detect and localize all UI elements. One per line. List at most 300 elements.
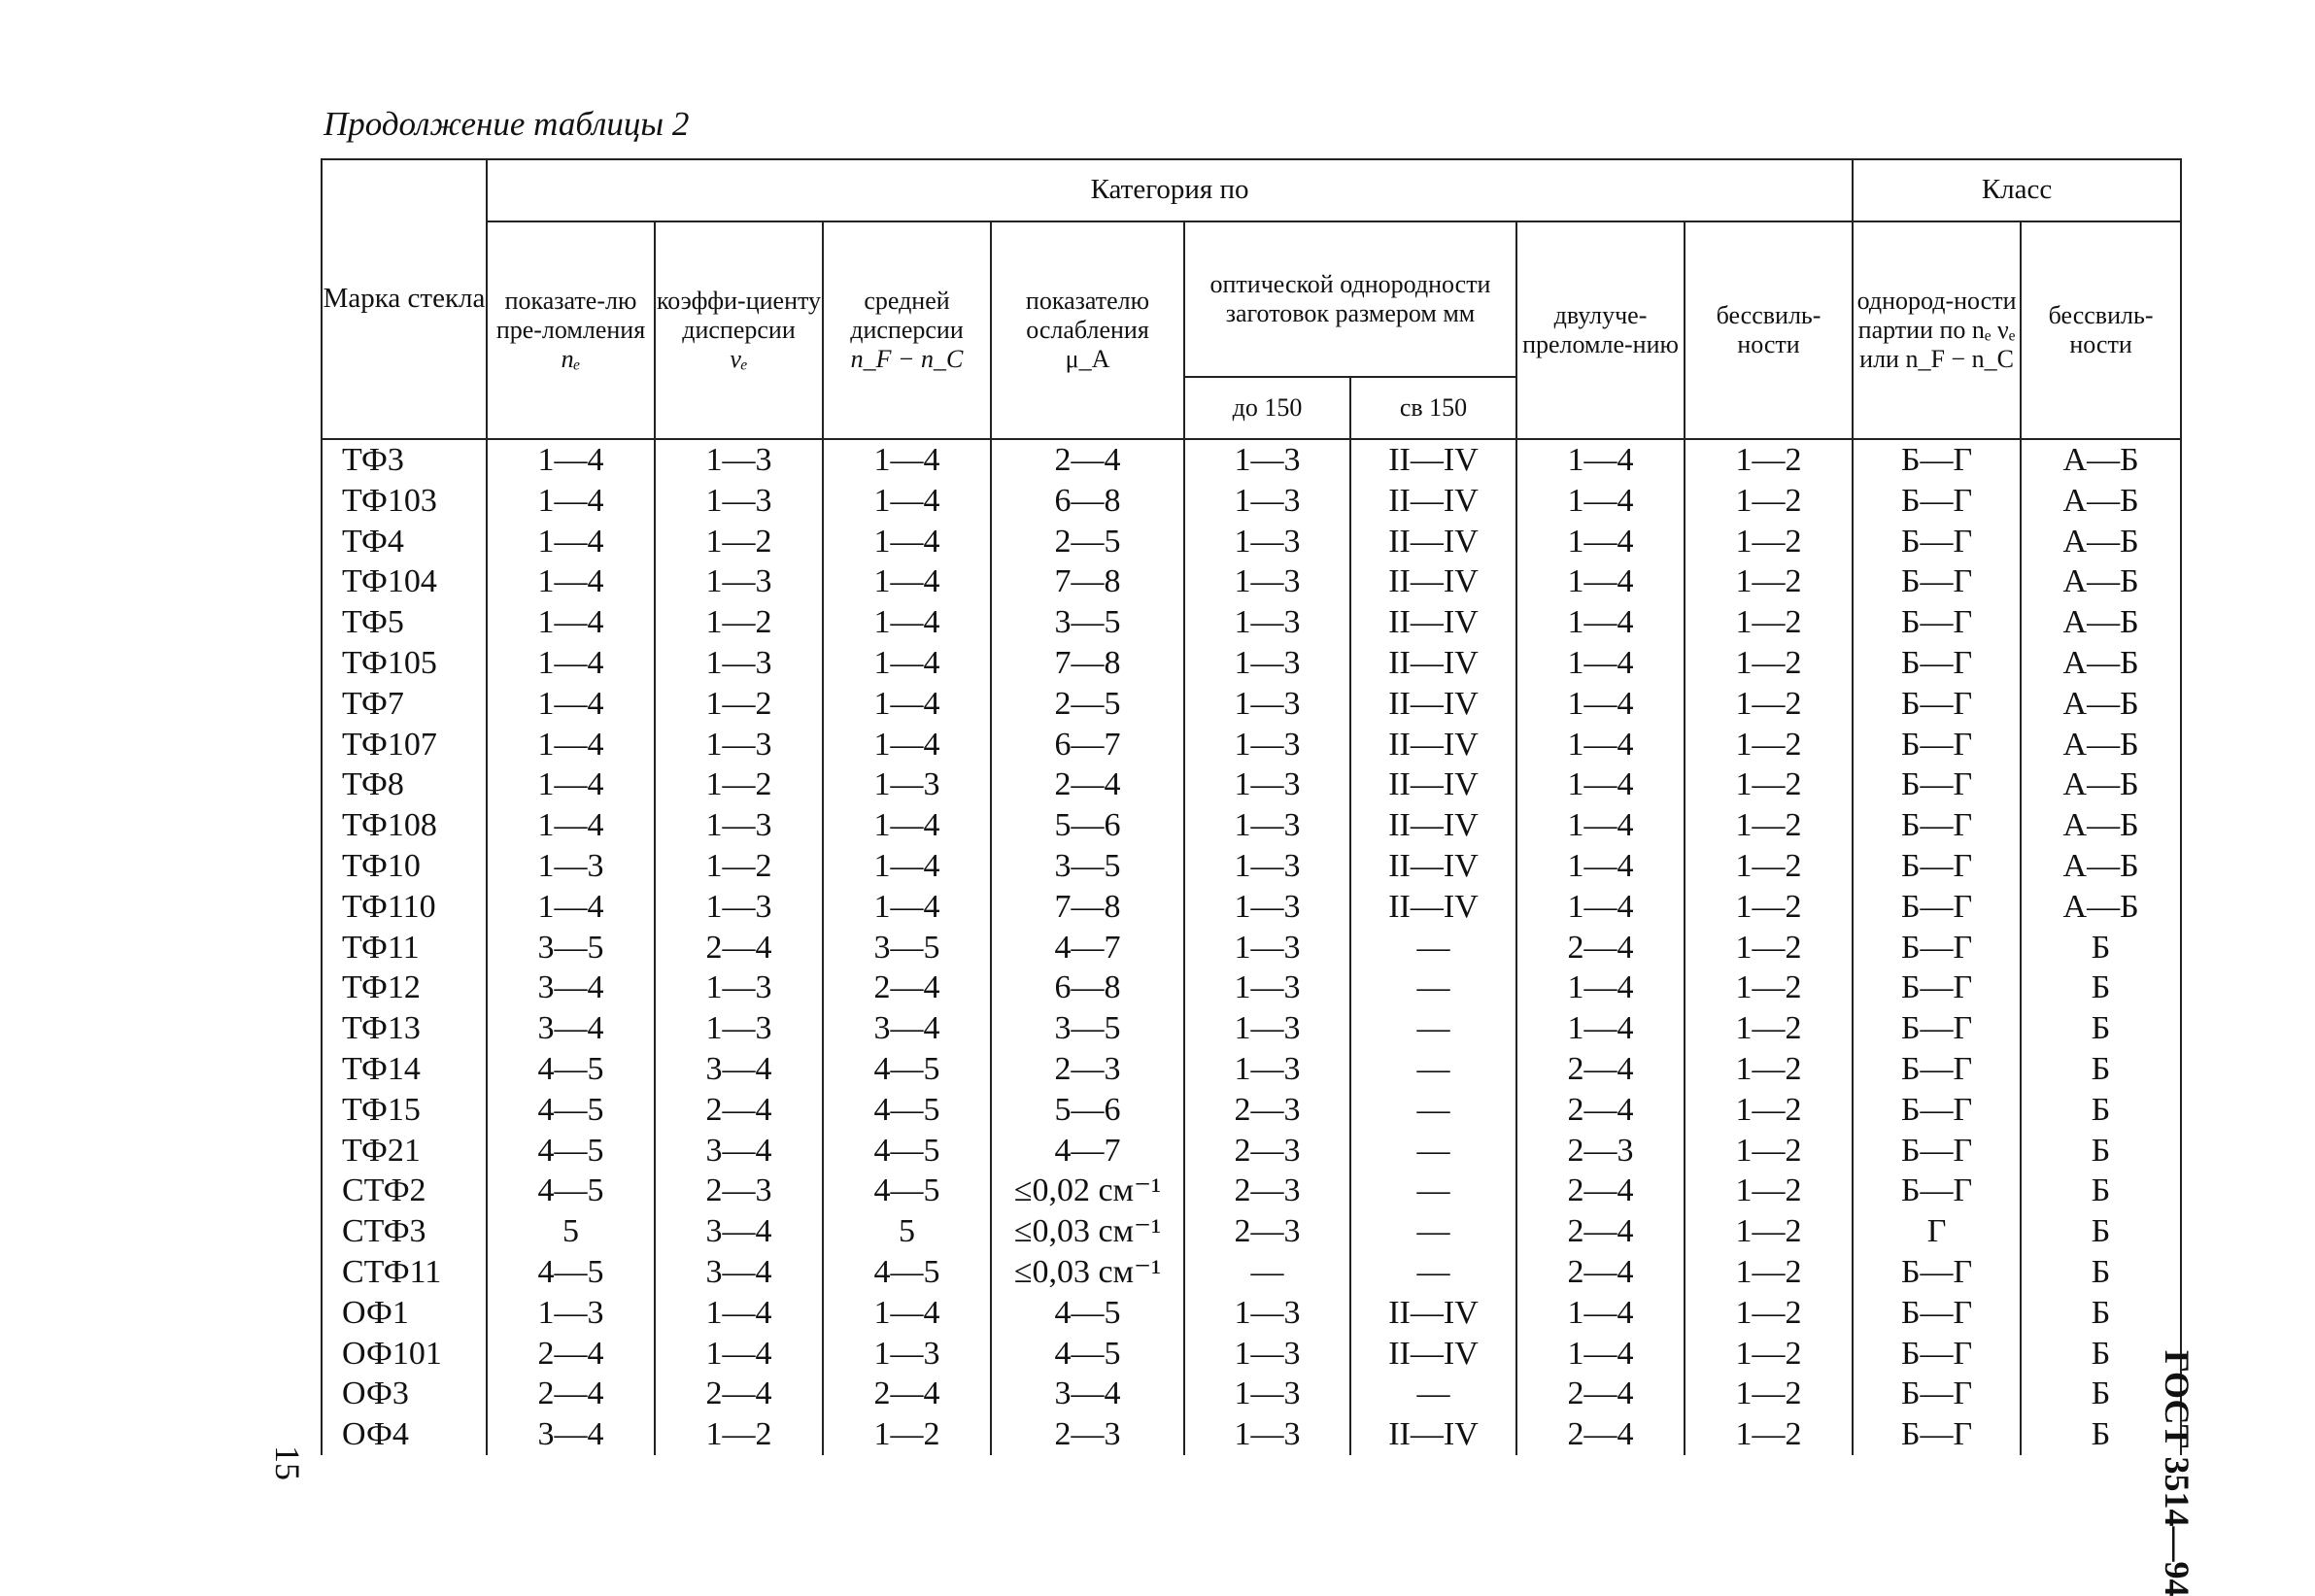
table-cell: Б—Г bbox=[1853, 684, 2021, 725]
table-cell: 5—6 bbox=[991, 1090, 1184, 1131]
table-cell: Б bbox=[2021, 1049, 2181, 1090]
table-cell: Б—Г bbox=[1853, 561, 2021, 602]
glass-brand-cell: ТФ7 bbox=[322, 684, 487, 725]
table-cell: 3—4 bbox=[991, 1374, 1184, 1414]
header-class-group: Класс bbox=[1853, 159, 2181, 221]
table-cell: — bbox=[1350, 1131, 1516, 1172]
table-cell: Б bbox=[2021, 1334, 2181, 1375]
header-up-to-150: до 150 bbox=[1184, 377, 1350, 439]
table-row bbox=[322, 1334, 2181, 1375]
table-cell: 4—5 bbox=[487, 1171, 655, 1211]
table-row bbox=[322, 522, 2181, 562]
table-cell: 1—4 bbox=[487, 805, 655, 846]
table-cell: 3—4 bbox=[655, 1252, 823, 1293]
glass-brand-cell: ТФ10 bbox=[322, 846, 487, 887]
table-cell: 1—4 bbox=[487, 725, 655, 765]
table-cell: 1—3 bbox=[1184, 846, 1350, 887]
header-attenuation: показателю ослабления μ_A bbox=[991, 221, 1184, 439]
table-cell: II—IV bbox=[1350, 439, 1516, 481]
table-cell: 2—4 bbox=[991, 764, 1184, 805]
table-cell: II—IV bbox=[1350, 846, 1516, 887]
table-cell: 1—3 bbox=[823, 1334, 991, 1375]
header-brand: Марка стекла bbox=[322, 159, 487, 439]
table-cell: Б—Г bbox=[1853, 1252, 2021, 1293]
table-cell: 1—2 bbox=[1685, 602, 1853, 643]
table-cell: 1—2 bbox=[1685, 805, 1853, 846]
table-row bbox=[322, 725, 2181, 765]
table-cell: — bbox=[1350, 1049, 1516, 1090]
table-cell: 2—4 bbox=[1516, 1414, 1685, 1455]
table-cell: II—IV bbox=[1350, 684, 1516, 725]
table-cell: 4—5 bbox=[487, 1090, 655, 1131]
table-cell: Б bbox=[2021, 1293, 2181, 1334]
table-cell: Б bbox=[2021, 1131, 2181, 1172]
table-cell: 3—4 bbox=[823, 1008, 991, 1049]
table-cell: 1—2 bbox=[1685, 1131, 1853, 1172]
table-cell: 3—4 bbox=[655, 1049, 823, 1090]
table-cell: 1—4 bbox=[823, 1293, 991, 1334]
table-row bbox=[322, 1171, 2181, 1211]
glass-brand-cell: ТФ3 bbox=[322, 439, 487, 481]
table-row bbox=[322, 1008, 2181, 1049]
table-cell: 1—3 bbox=[1184, 643, 1350, 684]
table-cell: 1—4 bbox=[1516, 887, 1685, 928]
table-cell: Б bbox=[2021, 968, 2181, 1008]
table-cell: Б—Г bbox=[1853, 928, 2021, 968]
table-cell: Б—Г bbox=[1853, 1090, 2021, 1131]
table-cell: 5 bbox=[487, 1211, 655, 1252]
table-cell: 2—4 bbox=[1516, 1374, 1685, 1414]
table-cell: Б bbox=[2021, 1252, 2181, 1293]
table-cell: 4—5 bbox=[487, 1049, 655, 1090]
table-cell: 1—3 bbox=[655, 439, 823, 481]
table-cell: 1—4 bbox=[1516, 1293, 1685, 1334]
table-cell: 4—5 bbox=[823, 1049, 991, 1090]
table-cell: Б bbox=[2021, 1090, 2181, 1131]
table-cell: 1—3 bbox=[1184, 1414, 1350, 1455]
table-row bbox=[322, 1414, 2181, 1455]
glass-brand-cell: ТФ13 bbox=[322, 1008, 487, 1049]
table-cell: 5—6 bbox=[991, 805, 1184, 846]
table-cell: 2—4 bbox=[1516, 928, 1685, 968]
table-cell: 2—4 bbox=[487, 1334, 655, 1375]
table-cell: 1—3 bbox=[655, 561, 823, 602]
table-cell: 2—5 bbox=[991, 684, 1184, 725]
table-cell: А—Б bbox=[2021, 561, 2181, 602]
table-cell: 1—3 bbox=[1184, 684, 1350, 725]
table-cell: 3—5 bbox=[991, 1008, 1184, 1049]
table-cell: 1—3 bbox=[1184, 928, 1350, 968]
table-cell: Б—Г bbox=[1853, 725, 2021, 765]
table-cell: 1—2 bbox=[1685, 1211, 1853, 1252]
table-cell: II—IV bbox=[1350, 805, 1516, 846]
table-cell: 4—5 bbox=[823, 1171, 991, 1211]
table-cell: Б—Г bbox=[1853, 1049, 2021, 1090]
table-cell: 1—4 bbox=[1516, 643, 1685, 684]
table-cell: 1—3 bbox=[655, 887, 823, 928]
table-row bbox=[322, 846, 2181, 887]
table-cell: — bbox=[1350, 1252, 1516, 1293]
table-cell: 1—2 bbox=[655, 846, 823, 887]
table-cell: 1—4 bbox=[823, 643, 991, 684]
table-cell: 1—2 bbox=[1685, 1008, 1853, 1049]
table-row bbox=[322, 561, 2181, 602]
table-cell: 3—5 bbox=[823, 928, 991, 968]
table-cell: 1—4 bbox=[487, 439, 655, 481]
table-cell: 1—3 bbox=[655, 1008, 823, 1049]
table-cell: Б bbox=[2021, 1414, 2181, 1455]
table-cell: 1—3 bbox=[1184, 561, 1350, 602]
table-cell: 2—3 bbox=[1516, 1131, 1685, 1172]
table-cell: 1—4 bbox=[487, 481, 655, 522]
table-cell: II—IV bbox=[1350, 561, 1516, 602]
table-cell: 1—2 bbox=[1685, 846, 1853, 887]
table-row bbox=[322, 805, 2181, 846]
table-cell: 1—4 bbox=[1516, 439, 1685, 481]
table-cell: А—Б bbox=[2021, 887, 2181, 928]
table-cell: 4—5 bbox=[487, 1252, 655, 1293]
table-cell: 2—3 bbox=[1184, 1171, 1350, 1211]
table-cell: А—Б bbox=[2021, 602, 2181, 643]
table-cell: 3—4 bbox=[487, 1008, 655, 1049]
header-dispersion-coef: коэффи-циенту дисперсии νₑ bbox=[655, 221, 823, 439]
glass-brand-cell: ТФ21 bbox=[322, 1131, 487, 1172]
table-cell: 1—4 bbox=[1516, 522, 1685, 562]
table-cell: 7—8 bbox=[991, 561, 1184, 602]
table-cell: 1—2 bbox=[1685, 481, 1853, 522]
table-cell: 4—7 bbox=[991, 1131, 1184, 1172]
table-cell: II—IV bbox=[1350, 522, 1516, 562]
table-row bbox=[322, 684, 2181, 725]
table-cell: 1—3 bbox=[1184, 805, 1350, 846]
table-cell: 1—3 bbox=[655, 805, 823, 846]
table-cell: II—IV bbox=[1350, 1414, 1516, 1455]
table-cell: Б—Г bbox=[1853, 1334, 2021, 1375]
table-cell: 1—4 bbox=[823, 684, 991, 725]
table-cell: 1—4 bbox=[1516, 968, 1685, 1008]
table-cell: Б—Г bbox=[1853, 1171, 2021, 1211]
table-cell: Г bbox=[1853, 1211, 2021, 1252]
table-cell: 1—2 bbox=[1685, 561, 1853, 602]
table-cell: 1—3 bbox=[1184, 764, 1350, 805]
table-cell: 3—4 bbox=[655, 1211, 823, 1252]
table-cell: — bbox=[1350, 968, 1516, 1008]
glass-brand-cell: ТФ12 bbox=[322, 968, 487, 1008]
table-cell: II—IV bbox=[1350, 602, 1516, 643]
table-cell: 1—4 bbox=[1516, 561, 1685, 602]
table-cell: А—Б bbox=[2021, 439, 2181, 481]
table-cell: 1—3 bbox=[1184, 968, 1350, 1008]
table-cell: Б—Г bbox=[1853, 1008, 2021, 1049]
table-cell: 2—3 bbox=[991, 1049, 1184, 1090]
table-cell: 1—4 bbox=[1516, 725, 1685, 765]
glass-brand-cell: ТФ14 bbox=[322, 1049, 487, 1090]
table-cell: 1—3 bbox=[655, 643, 823, 684]
table-cell: 1—2 bbox=[1685, 1293, 1853, 1334]
table-cell: 1—2 bbox=[655, 522, 823, 562]
table-cell: 1—4 bbox=[823, 887, 991, 928]
table-cell: 1—3 bbox=[655, 968, 823, 1008]
table-cell: 1—2 bbox=[655, 1414, 823, 1455]
table-cell: 5 bbox=[823, 1211, 991, 1252]
table-cell: 1—2 bbox=[655, 684, 823, 725]
table-cell: А—Б bbox=[2021, 481, 2181, 522]
table-cell: 1—3 bbox=[1184, 725, 1350, 765]
table-cell: Б—Г bbox=[1853, 602, 2021, 643]
table-cell: II—IV bbox=[1350, 643, 1516, 684]
table-cell: Б bbox=[2021, 1374, 2181, 1414]
table-row bbox=[322, 439, 2181, 481]
table-cell: 1—2 bbox=[1685, 968, 1853, 1008]
table-cell: 1—4 bbox=[823, 805, 991, 846]
table-cell: 2—4 bbox=[1516, 1049, 1685, 1090]
header-mean-dispersion: средней дисперсии n_F − n_C bbox=[823, 221, 991, 439]
table-cell: — bbox=[1350, 1171, 1516, 1211]
table-cell: 1—2 bbox=[1685, 764, 1853, 805]
table-cell: 1—2 bbox=[1685, 439, 1853, 481]
header-category-group: Категория по bbox=[487, 159, 1853, 221]
table-cell: 1—2 bbox=[1685, 1252, 1853, 1293]
table-cell: — bbox=[1350, 1211, 1516, 1252]
table-cell: 1—4 bbox=[823, 481, 991, 522]
table-row bbox=[322, 602, 2181, 643]
table-cell: Б—Г bbox=[1853, 439, 2021, 481]
table-cell: А—Б bbox=[2021, 805, 2181, 846]
table-cell: 2—4 bbox=[1516, 1252, 1685, 1293]
table-cell: 1—4 bbox=[1516, 1008, 1685, 1049]
table-cell: 1—4 bbox=[487, 643, 655, 684]
header-class-bubble-free: бессвиль-ности bbox=[2021, 221, 2181, 439]
table-cell: 1—4 bbox=[487, 684, 655, 725]
table-cell: Б bbox=[2021, 1008, 2181, 1049]
table-cell: Б—Г bbox=[1853, 1293, 2021, 1334]
table-cell: 1—2 bbox=[655, 602, 823, 643]
table-cell: 1—3 bbox=[1184, 481, 1350, 522]
table-cell: 1—2 bbox=[1685, 887, 1853, 928]
table-cell: 1—3 bbox=[1184, 1008, 1350, 1049]
table-cell: А—Б bbox=[2021, 643, 2181, 684]
table-cell: 1—4 bbox=[1516, 1334, 1685, 1375]
table-cell: А—Б bbox=[2021, 522, 2181, 562]
table-cell: 4—7 bbox=[991, 928, 1184, 968]
table-cell: 2—4 bbox=[655, 1090, 823, 1131]
table-cell: Б—Г bbox=[1853, 764, 2021, 805]
table-cell: — bbox=[1350, 1374, 1516, 1414]
glass-brand-cell: СТФ3 bbox=[322, 1211, 487, 1252]
table-cell: 1—2 bbox=[1685, 1049, 1853, 1090]
table-caption: Продолжение таблицы 2 bbox=[323, 105, 690, 143]
table-cell: 2—3 bbox=[991, 1414, 1184, 1455]
glass-brand-cell: ОФ1 bbox=[322, 1293, 487, 1334]
table-cell: 1—2 bbox=[1685, 1090, 1853, 1131]
header-birefringence: двулуче-преломле-нию bbox=[1516, 221, 1685, 439]
table-cell: 1—2 bbox=[1685, 1374, 1853, 1414]
glass-brand-cell: ТФ11 bbox=[322, 928, 487, 968]
table-cell: 1—2 bbox=[655, 764, 823, 805]
table-cell: 1—3 bbox=[1184, 1049, 1350, 1090]
table-cell: 2—3 bbox=[1184, 1131, 1350, 1172]
table-row bbox=[322, 887, 2181, 928]
table-cell: Б bbox=[2021, 1211, 2181, 1252]
table-row bbox=[322, 1049, 2181, 1090]
table-row bbox=[322, 1131, 2181, 1172]
table-cell: 1—4 bbox=[655, 1334, 823, 1375]
table-cell: 1—3 bbox=[1184, 602, 1350, 643]
table-cell: 1—4 bbox=[823, 846, 991, 887]
table-cell: 4—5 bbox=[991, 1334, 1184, 1375]
table-cell: 2—4 bbox=[823, 968, 991, 1008]
table-cell: 1—4 bbox=[1516, 684, 1685, 725]
table-cell: 6—7 bbox=[991, 725, 1184, 765]
glass-brand-cell: ТФ4 bbox=[322, 522, 487, 562]
table-cell: 4—5 bbox=[823, 1131, 991, 1172]
table-cell: 6—8 bbox=[991, 968, 1184, 1008]
table-cell: II—IV bbox=[1350, 1334, 1516, 1375]
table-cell: 1—4 bbox=[487, 764, 655, 805]
glass-brand-cell: СТФ11 bbox=[322, 1252, 487, 1293]
table-cell: 1—3 bbox=[487, 846, 655, 887]
table-cell: 3—5 bbox=[991, 846, 1184, 887]
table-cell: 1—3 bbox=[487, 1293, 655, 1334]
table-cell: 3—4 bbox=[655, 1131, 823, 1172]
glass-brand-cell: ТФ107 bbox=[322, 725, 487, 765]
glass-brand-cell: ТФ5 bbox=[322, 602, 487, 643]
table-cell: 1—3 bbox=[1184, 1293, 1350, 1334]
table-cell: 6—8 bbox=[991, 481, 1184, 522]
table-cell: 1—2 bbox=[1685, 1334, 1853, 1375]
table-cell: 1—4 bbox=[823, 522, 991, 562]
table-cell: 7—8 bbox=[991, 643, 1184, 684]
glass-brand-cell: ТФ15 bbox=[322, 1090, 487, 1131]
glass-specifications-table bbox=[321, 158, 2182, 1455]
table-cell: II—IV bbox=[1350, 887, 1516, 928]
table-cell: Б—Г bbox=[1853, 1374, 2021, 1414]
table-row bbox=[322, 1252, 2181, 1293]
table-cell: А—Б bbox=[2021, 684, 2181, 725]
table-cell: — bbox=[1184, 1252, 1350, 1293]
table-cell: Б—Г bbox=[1853, 846, 2021, 887]
table-cell: 4—5 bbox=[823, 1252, 991, 1293]
table-cell: 1—4 bbox=[487, 561, 655, 602]
table-cell: — bbox=[1350, 928, 1516, 968]
table-cell: 1—4 bbox=[655, 1293, 823, 1334]
table-cell: 1—4 bbox=[823, 561, 991, 602]
table-cell: 1—3 bbox=[655, 725, 823, 765]
table-cell: 1—4 bbox=[823, 725, 991, 765]
table-cell: ≤0,03 см⁻¹ bbox=[991, 1252, 1184, 1293]
table-cell: 1—2 bbox=[1685, 684, 1853, 725]
table-cell: 1—3 bbox=[1184, 439, 1350, 481]
header-batch-homogeneity: однород-ности партии по nₑ νₑ или n_F − n_C bbox=[1853, 221, 2021, 439]
table-cell: 1—3 bbox=[655, 481, 823, 522]
table-cell: 2—5 bbox=[991, 522, 1184, 562]
table-cell: 7—8 bbox=[991, 887, 1184, 928]
table-cell: 2—4 bbox=[1516, 1171, 1685, 1211]
glass-brand-cell: ОФ101 bbox=[322, 1334, 487, 1375]
table-cell: 2—4 bbox=[1516, 1090, 1685, 1131]
table-cell: 2—4 bbox=[823, 1374, 991, 1414]
table-cell: 1—2 bbox=[1685, 928, 1853, 968]
table-cell: 1—4 bbox=[487, 522, 655, 562]
table-cell: Б—Г bbox=[1853, 1131, 2021, 1172]
table-row bbox=[322, 1090, 2181, 1131]
table-cell: 1—4 bbox=[1516, 846, 1685, 887]
table-row bbox=[322, 968, 2181, 1008]
document-side-title: ГОСТ 3514—94 bbox=[2158, 1350, 2196, 1596]
table-cell: 1—4 bbox=[487, 887, 655, 928]
table-cell: ≤0,02 см⁻¹ bbox=[991, 1171, 1184, 1211]
table-cell: II—IV bbox=[1350, 1293, 1516, 1334]
table-cell: 3—5 bbox=[991, 602, 1184, 643]
table-cell: 2—4 bbox=[487, 1374, 655, 1414]
table-cell: Б—Г bbox=[1853, 481, 2021, 522]
table-cell: 4—5 bbox=[991, 1293, 1184, 1334]
glass-brand-cell: ОФ3 bbox=[322, 1374, 487, 1414]
table-cell: ≤0,03 см⁻¹ bbox=[991, 1211, 1184, 1252]
table-cell: 1—2 bbox=[1685, 643, 1853, 684]
glass-brand-cell: ТФ104 bbox=[322, 561, 487, 602]
glass-brand-cell: ТФ105 bbox=[322, 643, 487, 684]
table-row bbox=[322, 1211, 2181, 1252]
table-cell: 2—3 bbox=[1184, 1211, 1350, 1252]
table-cell: 2—4 bbox=[1516, 1211, 1685, 1252]
header-bubble-free: бессвиль-ности bbox=[1685, 221, 1853, 439]
glass-brand-cell: ТФ110 bbox=[322, 887, 487, 928]
table-cell: 1—2 bbox=[1685, 522, 1853, 562]
table-cell: А—Б bbox=[2021, 846, 2181, 887]
table-row bbox=[322, 1293, 2181, 1334]
table-cell: II—IV bbox=[1350, 725, 1516, 765]
table-cell: Б bbox=[2021, 928, 2181, 968]
table-cell: Б—Г bbox=[1853, 887, 2021, 928]
table-row bbox=[322, 1374, 2181, 1414]
header-refractive: показате-лю пре-ломления nₑ bbox=[487, 221, 655, 439]
table-cell: 2—4 bbox=[991, 439, 1184, 481]
table-cell: 2—3 bbox=[655, 1171, 823, 1211]
table-row bbox=[322, 764, 2181, 805]
glass-brand-cell: СТФ2 bbox=[322, 1171, 487, 1211]
table-cell: 3—5 bbox=[487, 928, 655, 968]
table-cell: Б—Г bbox=[1853, 1414, 2021, 1455]
table-cell: 1—3 bbox=[1184, 522, 1350, 562]
table-cell: 1—3 bbox=[823, 764, 991, 805]
table-cell: А—Б bbox=[2021, 725, 2181, 765]
table-cell: 1—2 bbox=[1685, 725, 1853, 765]
table-cell: 2—4 bbox=[655, 928, 823, 968]
table-cell: А—Б bbox=[2021, 764, 2181, 805]
table-cell: 1—4 bbox=[1516, 764, 1685, 805]
table-cell: 4—5 bbox=[487, 1131, 655, 1172]
table-cell: Б—Г bbox=[1853, 522, 2021, 562]
glass-brand-cell: ТФ8 bbox=[322, 764, 487, 805]
table-cell: 1—4 bbox=[823, 602, 991, 643]
table-cell: 1—4 bbox=[1516, 602, 1685, 643]
page-number: 15 bbox=[268, 1445, 307, 1480]
glass-brand-cell: ОФ4 bbox=[322, 1414, 487, 1455]
table-cell: II—IV bbox=[1350, 481, 1516, 522]
glass-brand-cell: ТФ103 bbox=[322, 481, 487, 522]
table-row bbox=[322, 643, 2181, 684]
table-cell: 1—2 bbox=[823, 1414, 991, 1455]
table-cell: Б—Г bbox=[1853, 805, 2021, 846]
table-cell: 1—3 bbox=[1184, 887, 1350, 928]
table-row bbox=[322, 481, 2181, 522]
table-cell: Б bbox=[2021, 1171, 2181, 1211]
table-row bbox=[322, 928, 2181, 968]
table-cell: 3—4 bbox=[487, 1414, 655, 1455]
table-cell: 1—2 bbox=[1685, 1414, 1853, 1455]
table-cell: 1—3 bbox=[1184, 1334, 1350, 1375]
